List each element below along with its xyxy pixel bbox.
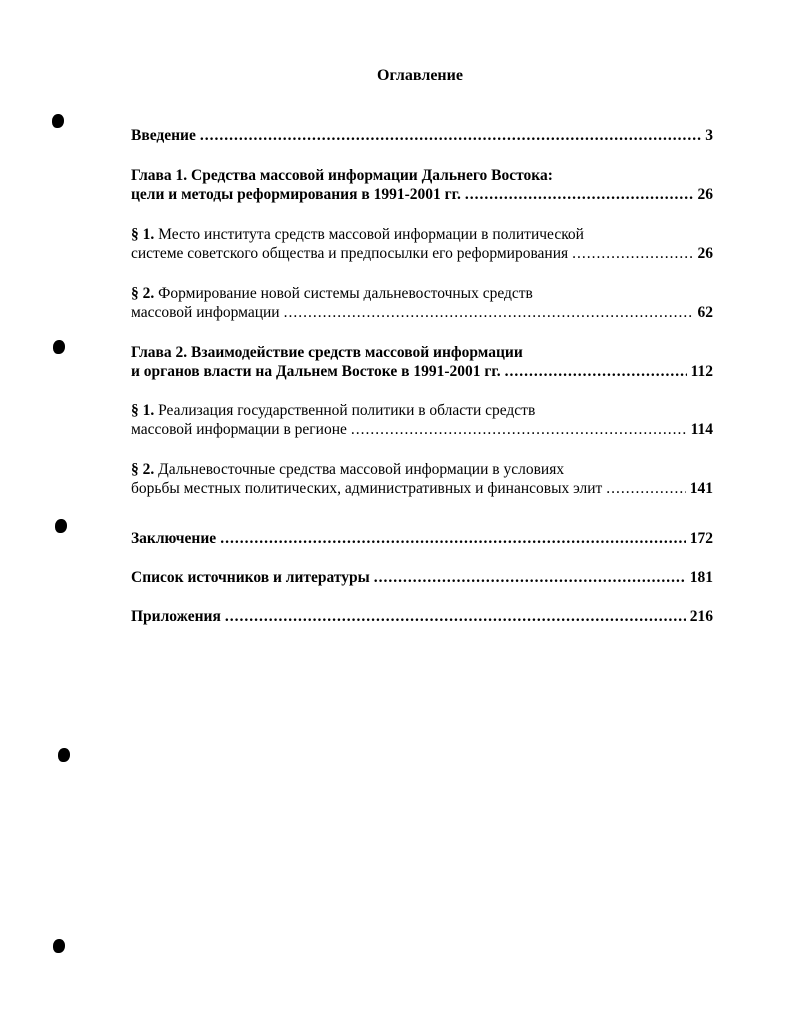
toc-page-number: 112 [690, 363, 713, 380]
section-marker: § 1. [131, 402, 155, 419]
toc-entry-label: Реализация государственной политики в области средств [158, 402, 536, 419]
toc-entry-label: Место института средств массовой информации в политической [158, 226, 584, 243]
toc-entry-label: Заключение [131, 530, 217, 547]
toc-entry-label: Приложения [131, 608, 221, 625]
toc-page-number: 114 [690, 421, 713, 438]
toc-entry-label-cont: цели и методы реформирования в 1991-2001 гг. [131, 186, 461, 203]
toc-page-number: 62 [697, 304, 713, 321]
page-title: Оглавление [377, 67, 463, 84]
punch-hole [53, 340, 65, 354]
section-marker: § 1. [131, 226, 155, 243]
toc-entry-label-cont: и органов власти на Дальнем Востоке в 1991-2001 гг. [131, 363, 501, 380]
toc-page-number: 172 [689, 530, 713, 547]
toc-entry-conclusion[interactable] [131, 529, 713, 548]
toc-entry-chapter-1-section-1[interactable] [131, 225, 713, 263]
toc-entry-chapter-2-section-2[interactable] [131, 460, 713, 498]
punch-hole [52, 114, 64, 128]
dot-leader [351, 420, 687, 439]
toc-entry-label-cont: системе советского общества и предпосылки его реформирования [131, 245, 569, 262]
toc-entry-chapter-1[interactable] [131, 166, 713, 204]
toc-entry-chapter-1-section-2[interactable] [131, 284, 713, 322]
toc-page-number: 181 [689, 569, 713, 586]
toc-entry-label-cont: массовой информации в регионе [131, 421, 347, 438]
dot-leader [220, 529, 686, 548]
toc-entry-label: Глава 2. Взаимодействие средств массовой информации [131, 344, 523, 361]
dot-leader [465, 185, 694, 204]
toc-entry-label: Дальневосточные средства массовой информации в условиях [158, 461, 565, 478]
dot-leader [374, 568, 686, 587]
toc-entry-appendices[interactable] [131, 607, 713, 626]
dot-leader [505, 362, 687, 381]
toc-page-number: 26 [697, 245, 713, 262]
toc-entry-label: Формирование новой системы дальневосточных средств [158, 285, 533, 302]
toc-entry-chapter-2[interactable] [131, 343, 713, 381]
toc-page-number: 26 [697, 186, 713, 203]
toc-entry-label: Глава 1. Средства массовой информации Дальнего Востока: [131, 167, 553, 184]
toc-page-number: 3 [705, 127, 713, 144]
punch-hole [58, 748, 70, 762]
dot-leader [284, 303, 694, 322]
toc-entry-label: Список источников и литературы [131, 569, 370, 586]
dot-leader [572, 244, 693, 263]
toc-entry-introduction[interactable] [131, 126, 713, 145]
punch-hole [53, 939, 65, 953]
dot-leader [225, 607, 686, 626]
section-marker: § 2. [131, 461, 155, 478]
toc-page-number: 141 [689, 480, 713, 497]
toc-entry-chapter-2-section-1[interactable] [131, 401, 713, 439]
dot-leader [200, 126, 701, 145]
toc-page-number: 216 [689, 608, 713, 625]
section-marker: § 2. [131, 285, 155, 302]
toc-entry-label-cont: массовой информации [131, 304, 280, 321]
toc-entry-label-cont: борьбы местных политических, административных и финансовых элит [131, 480, 603, 497]
punch-hole [55, 519, 67, 533]
dot-leader [606, 479, 685, 498]
toc-entry-sources[interactable] [131, 568, 713, 587]
toc-entry-label: Введение [131, 127, 196, 144]
